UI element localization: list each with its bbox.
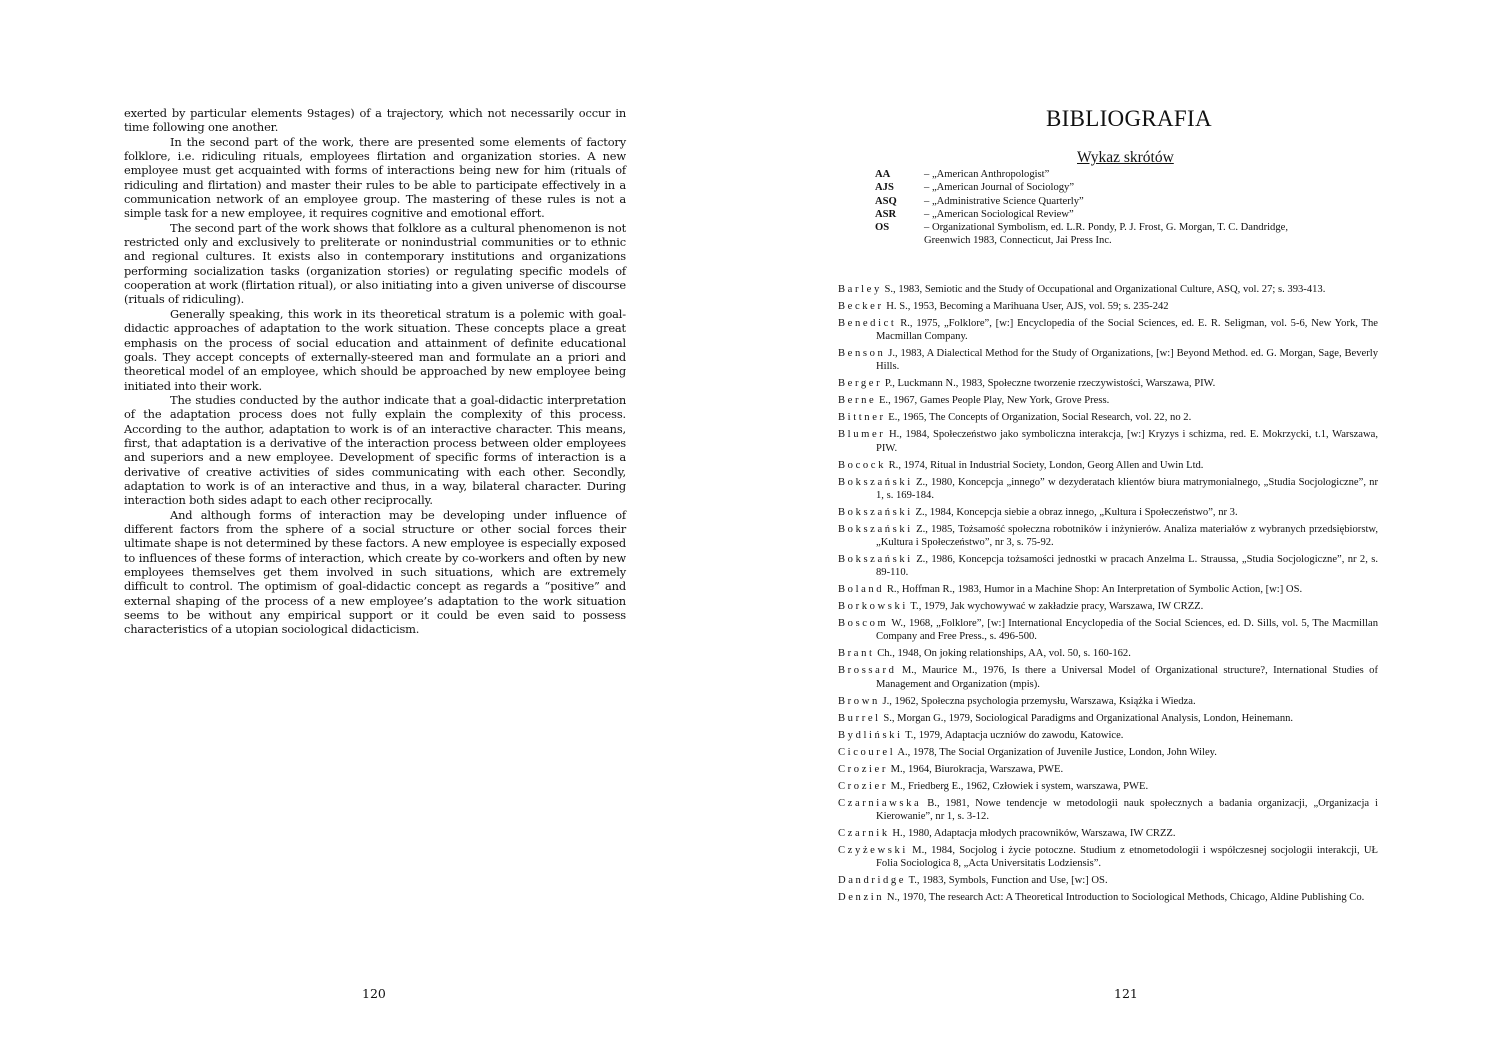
reference-author: Czarnik — [838, 827, 890, 839]
reference-author: Bokszański — [838, 506, 913, 518]
reference-author: Becker — [838, 301, 884, 312]
reference-author: Czyżewski — [838, 844, 908, 856]
reference-details: H. S., 1953, Becoming a Marihuana User, AJS, vol. 59; s. 235-242 — [883, 301, 1169, 312]
reference-details: Z., 1980, Koncepcja „innego” w dezyderatach klientów biura matrymonialnego, „Studia Socjologiczne”, nr 1, s. 169-184. — [876, 476, 1378, 501]
reference-author: Bokszański — [838, 554, 913, 566]
abbreviation-row — [875, 221, 1325, 248]
reference-entry — [838, 347, 1378, 373]
body-text — [124, 106, 626, 637]
reference-entry — [838, 617, 1378, 643]
reference-details: R., Hoffman R., 1983, Humor in a Machine Shop: An Interpretation of Symbolic Action, [w:] OS. — [884, 584, 1303, 596]
reference-author: Boland — [838, 584, 885, 596]
reference-author: Denzin — [838, 892, 885, 904]
abbreviation-value: – Organizational Symbolism, ed. L.R. Pondy, P. J. Frost, G. Morgan, T. C. Dandridge, Greenwich 1983, Connecticut, Jai Press Inc. — [924, 222, 1289, 247]
reference-entry — [838, 377, 1378, 390]
references-list — [838, 283, 1378, 908]
reference-details: H., 1984, Społeczeństwo jako symboliczna interakcja, [w:] Kryzys i schizma, red. E. Mokrzycki, t.1, Warszawa, PIW. — [876, 429, 1378, 454]
reference-author: Boscom — [838, 618, 889, 630]
paragraph: exerted by particular elements 9stages) of a trajectory, which not necessarily occur in time following one another. — [124, 106, 626, 135]
abbreviation-value: – „American Anthropologist” — [924, 169, 1050, 180]
paragraph: The studies conducted by the author indicate that a goal-didactic interpretation of the adaptation process does not fully explain the complexity of this process. According to the author, adaptation to work is of an interactive character. This means, first, that adaptation is a derivative of the interaction process between older employees and superiors and a new employee. Development of specific forms of interaction is a derivative of creative activities of sides communicating with each other. Secondly, adaptation to work is of an interactive and thus, in a way, bilateral character. During interaction both sides adapt to each other reciprocally. — [124, 392, 626, 508]
reference-details: P., Luckmann N., 1983, Społeczne tworzenie rzeczywistości, Warszawa, PIW. — [882, 378, 1216, 390]
reference-details: J., 1983, A Dialectical Method for the Study of Organizations, [w:] Beyond Method. ed. G. Morgan, Sage, Beverly Hills. — [876, 348, 1378, 373]
reference-details: Z., 1984, Koncepcja siebie a obraz innego, „Kultura i Społeczeństwo”, nr 3. — [912, 506, 1238, 518]
reference-details: Z., 1986, Koncepcja tożsamości jednostki w pracach Anzelma L. Straussa, „Studia Socjologiczne”, nr 2, s. 89-110. — [876, 554, 1378, 579]
reference-details: T., 1979, Jak wychowywać w zakładzie pracy, Warszawa, IW CRZZ. — [907, 601, 1204, 613]
reference-entry — [838, 891, 1378, 904]
reference-details: M., 1984, Socjolog i życie potoczne. Studium z etnometodologii i współczesnej socjologii interakcji, UŁ Folia Sociologica 8, „Acta Universitatis Lodziensis”. — [876, 844, 1378, 870]
reference-author: Brant — [838, 648, 875, 660]
abbreviation-value: – „American Sociological Review” — [924, 208, 1074, 220]
reference-details: T., 1979, Adaptacja uczniów do zawodu, Katowice. — [902, 729, 1124, 741]
reference-details: M., 1964, Biurokracja, Warszawa, PWE. — [887, 763, 1064, 775]
reference-author: Dandridge — [838, 875, 907, 887]
reference-author: Crozier — [838, 780, 888, 792]
abbreviations-list — [875, 168, 1325, 248]
reference-entry — [838, 780, 1378, 793]
reference-entry — [838, 553, 1378, 579]
abbreviation-value: – „American Journal of Sociology” — [924, 182, 1075, 194]
reference-entry — [838, 476, 1378, 502]
reference-author: Borkowski — [838, 601, 908, 613]
abbreviation-row — [875, 168, 1325, 181]
reference-entry — [838, 712, 1378, 725]
right-page — [750, 0, 1500, 1062]
reference-details: R., 1974, Ritual in Industrial Society, London, Georg Allen and Uwin Ltd. — [885, 459, 1204, 471]
reference-details: B., 1981, Nowe tendencje w metodologii nauk społecznych a badania organizacji, „Organizacja i Kierowanie”, nr 1, s. 3-12. — [876, 797, 1378, 822]
reference-details: J., 1962, Społeczna psychologia przemysłu, Warszawa, Książka i Wiedza. — [879, 695, 1196, 707]
reference-details: Ch., 1948, On joking relationships, AA, vol. 50, s. 160-162. — [874, 648, 1131, 660]
reference-entry — [838, 317, 1378, 343]
reference-entry — [838, 827, 1378, 840]
abbreviation-key: ASR — [875, 208, 897, 220]
reference-author: Benson — [838, 348, 886, 360]
reference-details: N., 1970, The research Act: A Theoretical Introduction to Sociological Methods, Chicago, Aldine Publishing Co. — [884, 892, 1365, 904]
reference-entry — [838, 428, 1378, 454]
abbreviation-key: OS — [875, 222, 890, 234]
abbreviation-row — [875, 208, 1325, 221]
reference-entry — [838, 695, 1378, 708]
abbreviation-row — [875, 195, 1325, 208]
reference-details: W., 1968, „Folklore”, [w:] International Encyclopedia of the Social Sciences, ed. D. Sills, vol. 5, The Macmillan Company and Free Press., s. 496-500. — [876, 618, 1378, 643]
reference-details: E., 1965, The Concepts of Organization, Social Research, vol. 22, no 2. — [885, 412, 1192, 424]
page-number: 121 — [1114, 986, 1138, 1001]
paragraph: In the second part of the work, there are presented some elements of factory folklore, i.e. ridiculing rituals, employees flirtation and organization stories. A new employee must get acquainted with forms of interactions being new for him (rituals of ridiculing and flirtation) and master their rules to be able to participate effectively in a communication network of an employee group. The mastering of these rules is not a simple task for a new employee, it requires cognitive and emotional effort. — [124, 134, 626, 221]
reference-entry — [838, 583, 1378, 596]
reference-author: Burrel — [838, 712, 881, 724]
reference-details: T., 1983, Symbols, Function and Use, [w:] OS. — [906, 875, 1108, 887]
reference-entry — [838, 411, 1378, 424]
reference-author: Barley — [838, 284, 882, 295]
abbreviation-key: ASQ — [875, 195, 897, 207]
reference-details: M., Maurice M., 1976, Is there a Universal Model of Organizational structure?, International Studies of Management and Organization (mpis). — [876, 665, 1378, 690]
reference-entry — [838, 523, 1378, 549]
reference-entry — [838, 844, 1378, 870]
page-number: 120 — [362, 986, 386, 1001]
reference-entry — [838, 394, 1378, 407]
abbreviation-value: – „Administrative Science Quarterly” — [924, 195, 1084, 207]
reference-author: Berger — [838, 378, 883, 390]
paragraph: The second part of the work shows that folklore as a cultural phenomenon is not restricted only and exclusively to preliterate or nonindustrial communities or to ethnic and regional cultures. It exists also in contemporary institutions and organizations performing socialization tasks (organization stories) or regulating specific models of cooperation at work (flirtation ritual), or also initiating into a given universe of discourse (rituals of ridiculing). — [124, 220, 626, 307]
reference-details: R., 1975, „Folklore”, [w:] Encyclopedia of the Social Sciences, ed. E. R. Seligman, vol. 5-6, New York, The Macmillan Company. — [876, 318, 1378, 343]
paragraph: Generally speaking, this work in its theoretical stratum is a polemic with goal-didactic approaches of adaptation to the work situation. These concepts place a great emphasis on the process of social education and attainment of definite educational goals. They accept concepts of externally-steered man and formulate an a priori and theoretical model of an employee, which should be approached by new employee being initiated into their work. — [124, 306, 626, 393]
reference-author: Bokszański — [838, 523, 913, 535]
reference-author: Czarniawska — [838, 797, 922, 809]
reference-details: Z., 1985, Tożsamość społeczna robotników i inżynierów. Analiza materiałów z wybranych przedsiębiorstw, „Kultura i Społeczeństwo”, nr 3, s. 75-92. — [876, 523, 1378, 549]
abbreviation-key: AA — [875, 169, 891, 180]
reference-entry — [838, 506, 1378, 519]
reference-author: Bokszański — [838, 476, 913, 488]
reference-entry — [838, 283, 1378, 296]
reference-entry — [838, 797, 1378, 823]
reference-details: S., 1983, Semiotic and the Study of Occupational and Organizational Culture, ASQ, vol. 27; s. 393-413. — [881, 284, 1326, 295]
reference-author: Brown — [838, 695, 880, 707]
reference-details: A., 1978, The Social Organization of Juvenile Justice, London, John Wiley. — [895, 746, 1217, 758]
reference-entry — [838, 746, 1378, 759]
reference-details: H., 1980, Adaptacja młodych pracowników, Warszawa, IW CRZZ. — [889, 827, 1176, 839]
reference-entry — [838, 664, 1378, 690]
reference-details: M., Friedberg E., 1962, Człowiek i system, warszawa, PWE. — [887, 780, 1149, 792]
reference-author: Bocock — [838, 459, 886, 471]
paragraph: And although forms of interaction may be developing under influence of different factors from the sphere of a social structure or other social forces their ultimate shape is not determined by these factors. A new employee is especially exposed to influences of these forms of interaction, which create by co-workers and often by new employees themselves get them involved in such situations, which are extremely difficult to control. The optimism of goal-didactic concept as regards a “positive” and external shaping of the process of a new employee’s adaptation to the work situation seems to be without any empirical support or it could be even said to possess characteristics of a utopian sociological didacticism. — [124, 507, 626, 637]
reference-entry — [838, 647, 1378, 660]
abbreviation-row — [875, 181, 1325, 194]
reference-author: Bydliński — [838, 729, 903, 741]
reference-entry — [838, 600, 1378, 613]
reference-author: Cicourel — [838, 746, 896, 758]
reference-author: Brossard — [838, 665, 897, 677]
abbreviation-key: AJS — [875, 182, 894, 194]
reference-entry — [838, 729, 1378, 742]
reference-entry — [838, 459, 1378, 472]
reference-author: Crozier — [838, 763, 888, 775]
reference-author: Bittner — [838, 412, 886, 424]
reference-details: E., 1967, Games People Play, New York, Grove Press. — [876, 395, 1110, 407]
reference-entry — [838, 763, 1378, 776]
reference-entry — [838, 874, 1378, 887]
bibliography-title: BIBLIOGRAFIA — [1046, 106, 1212, 131]
reference-author: Berne — [838, 395, 877, 407]
reference-entry — [838, 300, 1378, 313]
reference-author: Benedict — [838, 318, 897, 329]
abbreviations-title: Wykaz skrótów — [1077, 149, 1174, 166]
reference-details: S., Morgan G., 1979, Sociological Paradigms and Organizational Analysis, London, Heinemann. — [880, 712, 1294, 724]
reference-author: Blumer — [838, 429, 886, 441]
